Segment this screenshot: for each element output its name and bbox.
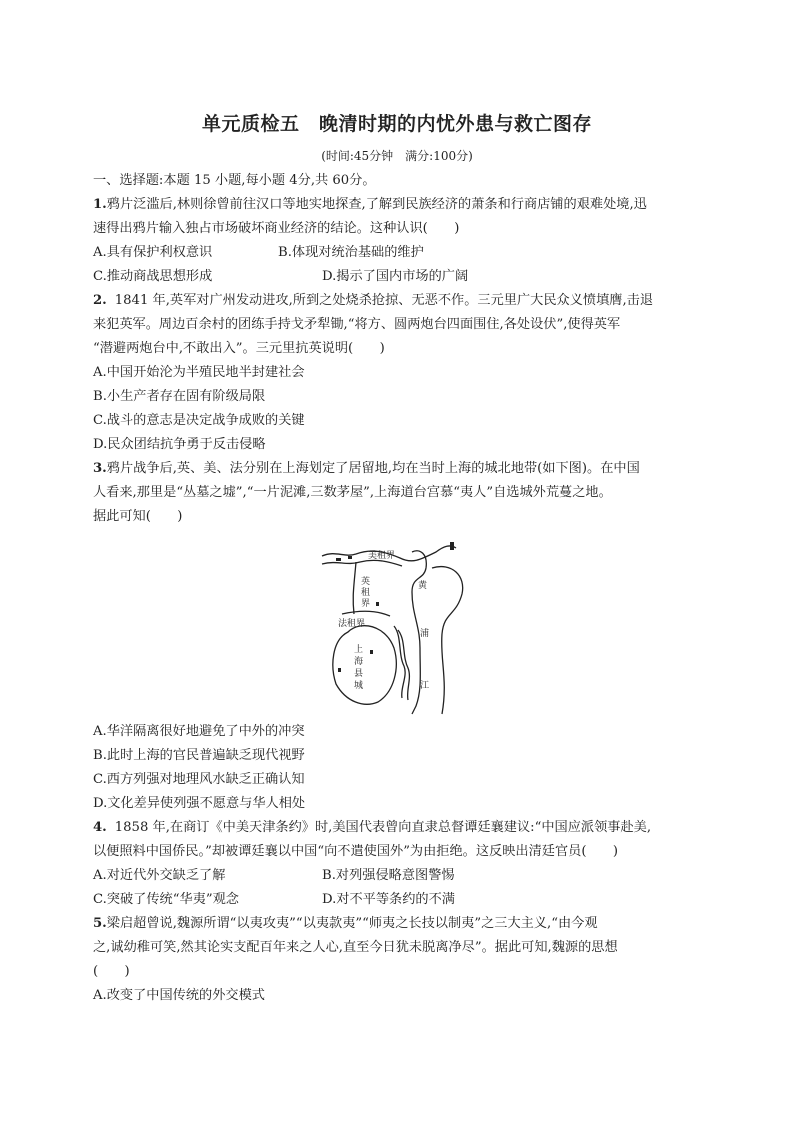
- q2-stem-line3: “潜避两炮台中,不敢出入”。三元里抗英说明( ): [93, 341, 385, 356]
- map-label-uk-2: 租: [361, 588, 371, 598]
- q4-number: 4.: [93, 820, 107, 835]
- q4-stem-line1: 4. 1858 年,在商订《中美天津条约》时,美国代表曾向直隶总督谭廷襄建议:“中国应派领事赴美,: [93, 820, 652, 835]
- q4-stem-line2: 以便照料中国侨民。”却被谭廷襄以中国“向不遣使国外”为由拒绝。这反映出清廷官员( ): [93, 844, 619, 859]
- q1-stem-line1: 1.鸦片泛滥后,林则徐曾前往汉口等地实地探查,了解到民族经济的萧条和行商店铺的艰难处境,迅: [93, 197, 647, 212]
- q3-option-d: D.文化差异使列强不愿意与华人相处: [93, 796, 306, 811]
- map-label-river-3: 江: [420, 681, 430, 691]
- q2-stem-line1: 2. 1841 年,英军对广州发动进攻,所到之处烧杀抢掠、无恶不作。三元里广大民众义愤填膺,击退: [93, 293, 654, 308]
- q5-stem-line1: 5.梁启超曾说,魏源所谓“以夷攻夷”“以夷款夷”“师夷之长技以制夷”之三大主义,“由今观: [93, 916, 598, 931]
- q1-option-a: A.具有保护利权意识: [93, 245, 213, 260]
- map-label-city-2: 海: [354, 657, 364, 667]
- q2-number: 2.: [93, 293, 107, 308]
- q5-option-a: A.改变了中国传统的外交模式: [93, 988, 265, 1003]
- q2-option-b: B.小生产者存在固有阶级局限: [93, 389, 266, 404]
- page-title: 单元质检五 晚清时期的内忧外患与救亡图存: [201, 113, 592, 135]
- q3-number: 3.: [93, 461, 107, 476]
- map-label-uk-3: 界: [361, 599, 371, 609]
- q1-option-c: C.推动商战思想形成: [93, 269, 213, 284]
- map-label-uk-1: 英: [361, 577, 371, 587]
- shanghai-concessions-map: [316, 536, 466, 716]
- q2-option-d: D.民众团结抗争勇于反击侵略: [93, 437, 266, 452]
- section-heading: 一、选择题:本题 15 小题,每小题 4分,共 60分。: [93, 173, 376, 188]
- q5-stem-line3: ( ): [93, 964, 130, 979]
- q3-stem-line2: 人看来,那里是“丛墓之墟”,“一片泥滩,三数茅屋”,上海道台宫慕“夷人”自选城外荒蔓之地。: [93, 485, 612, 500]
- q4-option-d: D.对不平等条约的不满: [322, 892, 455, 907]
- q3-option-c: C.西方列强对地理风水缺乏正确认知: [93, 772, 305, 787]
- exam-time-score: (时间:45分钟 满分:100分): [321, 149, 473, 163]
- q4-option-a: A.对近代外交缺乏了解: [93, 868, 226, 883]
- q3-option-b: B.此时上海的官民普遍缺乏现代视野: [93, 748, 305, 763]
- map-label-us-concession: 美租界: [368, 551, 396, 561]
- map-label-river-1: 黄: [418, 581, 428, 591]
- q2-option-c: C.战斗的意志是决定战争成败的关键: [93, 413, 305, 428]
- q4-option-c: C.突破了传统“华夷”观念: [93, 892, 239, 907]
- q1-stem-line2: 速得出鸦片输入独占市场破坏商业经济的结论。这种认识( ): [93, 221, 460, 236]
- q5-number: 5.: [93, 916, 107, 931]
- q5-stem-line2: 之,诚幼稚可笑,然其论实支配百年来之人心,直至今日犹未脱离净尽”。据此可知,魏源的思想: [93, 940, 618, 955]
- q1-option-b: B.体现对统治基础的维护: [278, 245, 424, 260]
- q1-option-d: D.揭示了国内市场的广阔: [322, 269, 469, 284]
- map-label-french-concession: 法租界: [338, 619, 366, 629]
- map-label-city-1: 上: [354, 645, 364, 655]
- q4-option-b: B.对列强侵略意图警惕: [322, 868, 455, 883]
- q3-option-a: A.华洋隔离很好地避免了中外的冲突: [93, 724, 305, 739]
- q2-stem-line2: 来犯英军。周边百余村的团练手持戈矛犁锄,“将方、圆两炮台四面围住,各处设伏”,使得英军: [93, 317, 621, 332]
- map-label-city-4: 城: [354, 681, 364, 691]
- map-label-city-3: 县: [354, 669, 364, 679]
- q1-number: 1.: [93, 197, 107, 212]
- q3-stem-line1: 3.鸦片战争后,英、美、法分别在上海划定了居留地,均在当时上海的城北地带(如下图)。在中国: [93, 461, 640, 476]
- q3-stem-line3: 据此可知( ): [93, 509, 183, 524]
- map-label-river-2: 浦: [420, 629, 430, 639]
- q2-option-a: A.中国开始沦为半殖民地半封建社会: [93, 365, 305, 380]
